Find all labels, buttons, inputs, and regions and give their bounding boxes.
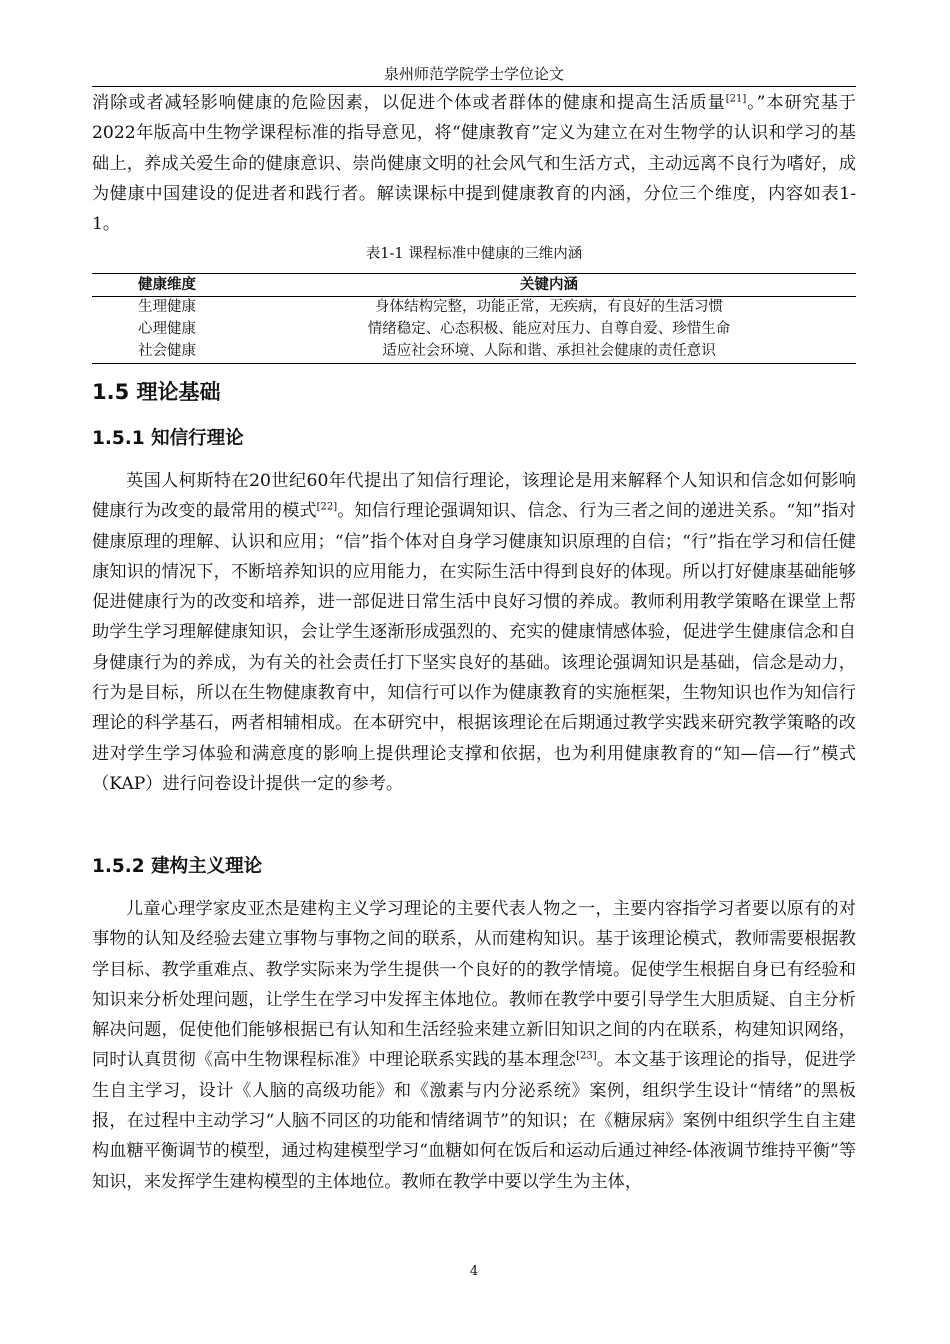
table-caption: 表1-1 课程标准中健康的三维内涵 (365, 246, 583, 262)
header-rule (92, 86, 856, 87)
intro-paragraph (92, 88, 856, 239)
table-cell: 情绪稳定、心态积极、能应对压力、自尊自爱、珍惜生命 (367, 321, 731, 337)
column-header-dimension: 健康维度 (138, 277, 196, 293)
table-header-row (92, 274, 856, 296)
kap-text-2: 。知信行理论强调知识、信念、行为三者之间的递进关系。“知”指对健康原理的理解、认识和应用；“信”指个体对自身学习健康知识原理的自信；“行”指在学习和信任健康知识的情况下，不断培养知识的应用能力，在实际生活中得到良好的体现。所以打好健康基础能够促进健康行为的改变和培养，进一部促进日常生活中良好习惯的养成。教师利用教学策略在课堂上帮助学生学习理解健康知识，会让学生逐渐形成强烈的、充实的健康情感体验，促进学生健康信念和自身健康行为的养成，为有关的社会责任打下坚实良好的基础。该理论强调知识是基础，信念是动力，行为是目标，所以在生物健康教育中，知信行可以作为健康教育的实施框架，生物知识也作为知信行理论的科学基石，两者相辅相成。在本研究中，根据该理论在后期通过教学实践来研究教学策略的改进对学生学习体验和满意度的影响上提供理论支撑和依据，也为利用健康教育的“知—信—行”模式（KAP）进行问卷设计提供一定的参考。 (92, 501, 856, 794)
table-cell: 社会健康 (138, 343, 196, 359)
section-heading-1-5: 1.5 理论基础 (92, 380, 221, 404)
kap-text-1: 英国人柯斯特在20世纪60年代提出了知信行理论，该理论是用来解释个人知识和信念如何影响健康行为改变的最常用的模式 (92, 471, 856, 522)
table-row (92, 340, 856, 362)
table-cell: 心理健康 (138, 321, 196, 337)
table-bottom-rule (92, 363, 856, 364)
constructivism-text-1: 儿童心理学家皮亚杰是建构主义学习理论的主要代表人物之一，主要内容指学习者要以原有的对事物的认知及经验去建立事物与事物之间的联系，从而建构知识。基于该理论模式，教师需要根据教学目标、教学重难点、教学实际来为学生提供一个良好的的教学情境。促使学生根据自身已有经验和知识来分析处理问题，让学生在学习中发挥主体地位。教师在教学中要引导学生大胆质疑、自主分析解决问题，促使他们能够根据已有认知和生活经验来建立新旧知识之间的内在联系，构建知识网络，同时认真贯彻《高中生物课程标准》中理论联系实践的基本理念 (92, 899, 856, 1071)
column-header-connotation: 关键内涵 (520, 277, 578, 293)
table-row (92, 296, 856, 318)
citation-21: [21] (725, 93, 747, 105)
constructivism-text-2: 。本文基于该理论的指导，促进学生自主学习，设计《人脑的高级功能》和《激素与内分泌系统》案例，组织学生设计“情绪”的黑板报，在过程中主动学习“人脑不同区的功能和情绪调节”的知识；在《糖尿病》案例中组织学生自主建构血糖平衡调节的模型，通过构建模型学习“血糖如何在饭后和运动后通过神经-体液调节维持平衡”等知识，来发挥学生建构模型的主体地位。教师在教学中要以学生为主体， (92, 1050, 856, 1192)
section-heading-1-5-2: 1.5.2 建构主义理论 (92, 856, 263, 877)
constructivism-paragraph (92, 894, 856, 1197)
intro-text-1: 消除或者减轻影响健康的危险因素，以促进个体或者群体的健康和提高生活质量 (92, 93, 726, 113)
table-row (92, 318, 856, 340)
table-cell: 生理健康 (138, 299, 196, 315)
intro-text-2: 。”本研究基于2022年版高中生物学课程标准的指导意见，将“健康教育”定义为建立在对生物学的认识和学习的基础上，养成关爱生命的健康意识、崇尚健康文明的社会风气和生活方式，主动远离不良行为嗜好，成为健康中国建设的促进者和践行者。解读课标中提到健康教育的内涵，分位三个维度，内容如表1-1。 (92, 93, 856, 235)
citation-23: [23] (576, 1050, 597, 1062)
section-heading-1-5-1: 1.5.1 知信行理论 (92, 428, 244, 449)
citation-22: [22] (316, 501, 338, 513)
kap-theory-paragraph (92, 466, 856, 799)
page-number: 4 (469, 1264, 479, 1279)
table-cell: 身体结构完整，功能正常，无疾病，有良好的生活习惯 (375, 299, 723, 315)
health-dimensions-table (92, 274, 856, 362)
table-cell: 适应社会环境、人际和谐、承担社会健康的责任意识 (382, 343, 716, 359)
running-header: 泉州师范学院学士学位论文 (383, 65, 564, 83)
